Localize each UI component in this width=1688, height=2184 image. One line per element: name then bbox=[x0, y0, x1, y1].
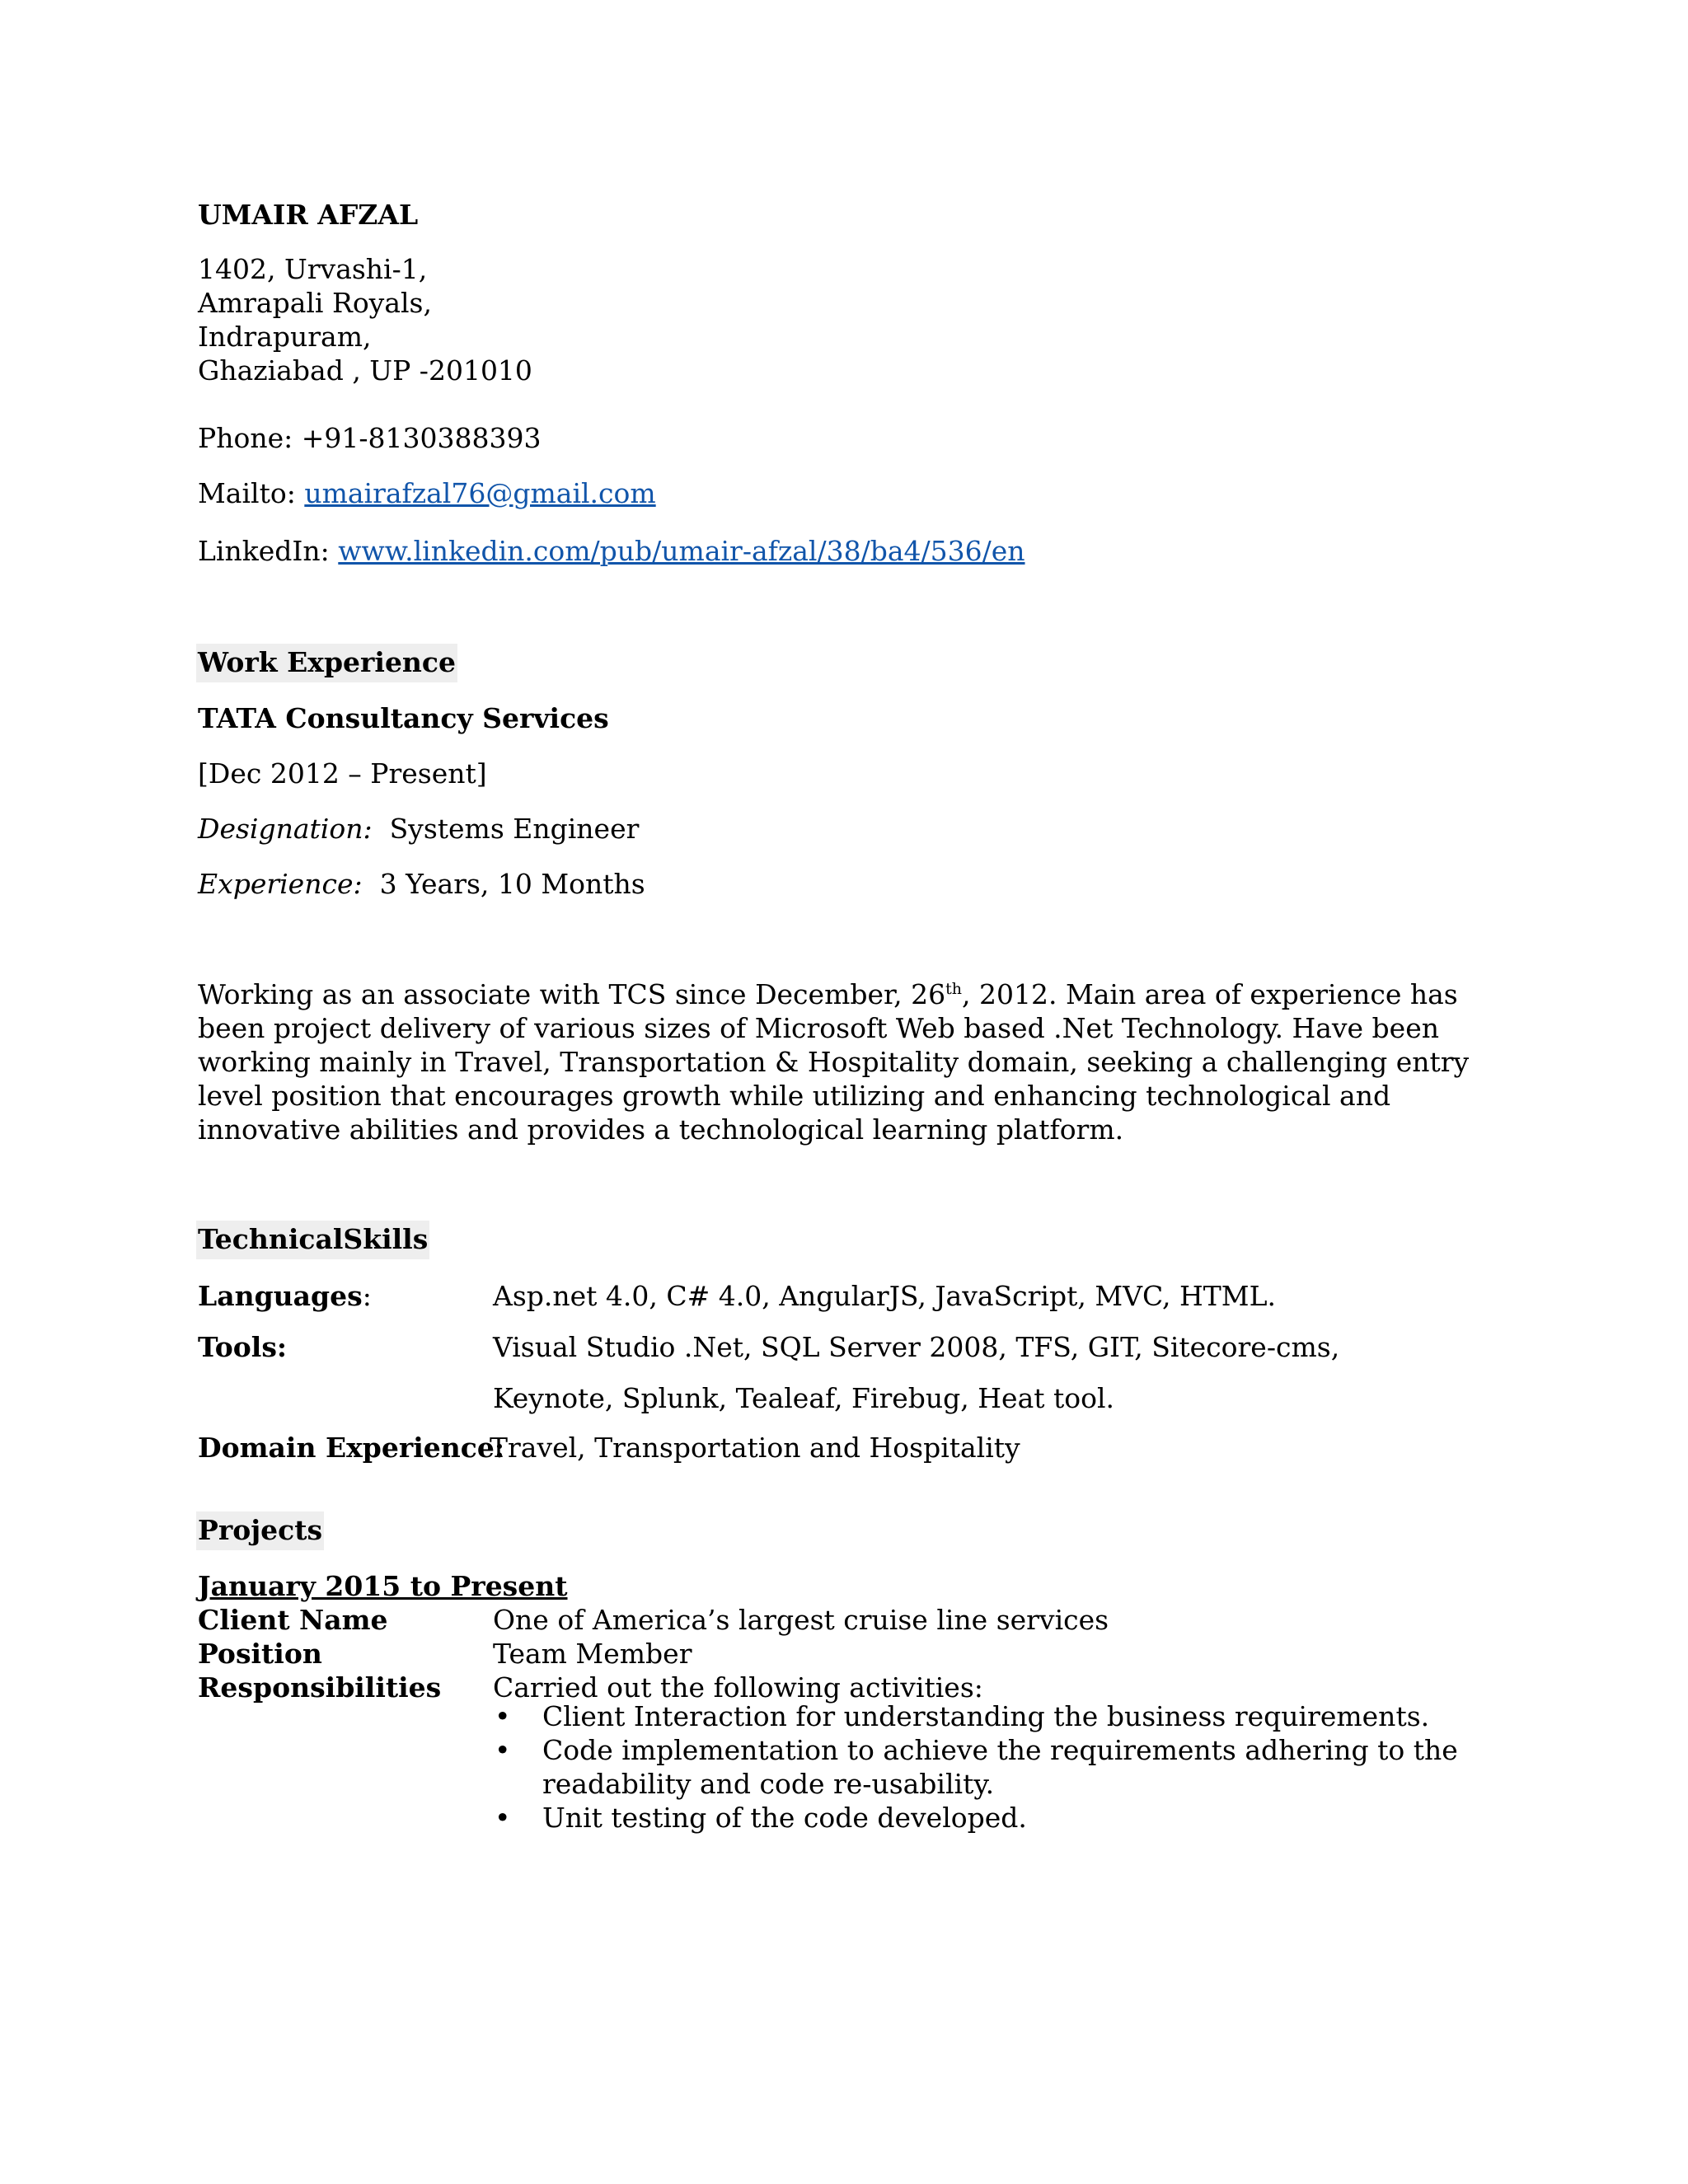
responsibility-text: Code implementation to achieve the requirements adhering to the readability and code re-usability. bbox=[542, 1734, 1458, 1800]
summary-text-end: , 2012. Main area of experience has been project delivery of various sizes of Microsoft Web based .Net Technology. Have been working mainly in Travel, Transportation & Hospitality domain, seeking a challenging entry level position that encourages growth while utilizing and enhancing technological and innovative abilities and provides a technological learning platform. bbox=[198, 978, 1470, 1146]
projects-heading: Projects bbox=[196, 1511, 324, 1550]
tools-value-line-1: Visual Studio .Net, SQL Server 2008, TFS, GIT, Sitecore-cms, bbox=[493, 1331, 1340, 1363]
position-label: Position bbox=[198, 1638, 322, 1670]
technical-skills-heading: TechnicalSkills bbox=[196, 1221, 429, 1259]
address-line-1: 1402, Urvashi-1, bbox=[198, 253, 428, 285]
list-item bbox=[493, 1699, 1465, 1733]
email-link[interactable]: umairafzal76@gmail.com bbox=[304, 477, 656, 509]
phone-line: Phone: +91-8130388393 bbox=[198, 422, 542, 454]
address-line-4: Ghaziabad , UP -201010 bbox=[198, 354, 532, 387]
company-name: TATA Consultancy Services bbox=[198, 702, 609, 734]
address-line-3: Indrapuram, bbox=[198, 321, 372, 353]
list-item bbox=[493, 1801, 1465, 1835]
client-name-label: Client Name bbox=[198, 1604, 388, 1636]
responsibilities-label: Responsibilities bbox=[198, 1671, 442, 1704]
experience-value: 3 Years, 10 Months bbox=[379, 868, 645, 900]
employment-period: [Dec 2012 – Present] bbox=[198, 757, 487, 790]
linkedin-label: LinkedIn: bbox=[198, 535, 339, 567]
responsibilities-intro: Carried out the following activities: bbox=[493, 1671, 983, 1704]
languages-label-wrap bbox=[198, 1279, 372, 1313]
bullet-icon: • bbox=[495, 1802, 511, 1834]
linkedin-link[interactable]: www.linkedin.com/pub/umair-afzal/38/ba4/536/en bbox=[338, 535, 1025, 567]
responsibilities-list bbox=[493, 1699, 1465, 1835]
work-summary-paragraph bbox=[198, 977, 1484, 1146]
experience-line bbox=[198, 867, 645, 901]
position-value: Team Member bbox=[493, 1638, 692, 1670]
domain-experience-value: Travel, Transportation and Hospitality bbox=[490, 1432, 1020, 1464]
responsibility-text: Client Interaction for understanding the business requirements. bbox=[542, 1700, 1430, 1732]
email-label: Mailto: bbox=[198, 477, 305, 509]
domain-experience-label: Domain Experience: bbox=[198, 1432, 505, 1464]
email-line bbox=[198, 476, 656, 510]
tools-label: Tools: bbox=[198, 1331, 288, 1363]
client-name-value: One of America’s largest cruise line services bbox=[493, 1604, 1109, 1636]
list-item bbox=[493, 1733, 1465, 1801]
project-date-range: January 2015 to Present bbox=[198, 1570, 568, 1602]
summary-text-start: Working as an associate with TCS since December, 26 bbox=[198, 978, 946, 1010]
linkedin-line bbox=[198, 534, 1025, 568]
languages-value: Asp.net 4.0, C# 4.0, AngularJS, JavaScript, MVC, HTML. bbox=[493, 1280, 1276, 1312]
bullet-icon: • bbox=[495, 1700, 511, 1732]
tools-value-line-2: Keynote, Splunk, Tealeaf, Firebug, Heat tool. bbox=[493, 1382, 1115, 1414]
designation-label: Designation: bbox=[198, 813, 373, 845]
summary-superscript: th bbox=[945, 980, 963, 998]
designation-line bbox=[198, 812, 639, 846]
work-experience-heading: Work Experience bbox=[196, 644, 457, 682]
experience-label: Experience: bbox=[198, 868, 363, 900]
responsibility-text: Unit testing of the code developed. bbox=[542, 1802, 1027, 1834]
candidate-name: UMAIR AFZAL bbox=[198, 199, 419, 231]
languages-colon: : bbox=[362, 1280, 372, 1312]
address-line-2: Amrapali Royals, bbox=[198, 287, 432, 319]
bullet-icon: • bbox=[495, 1734, 511, 1766]
designation-value: Systems Engineer bbox=[389, 813, 640, 845]
languages-label: Languages bbox=[198, 1280, 363, 1312]
